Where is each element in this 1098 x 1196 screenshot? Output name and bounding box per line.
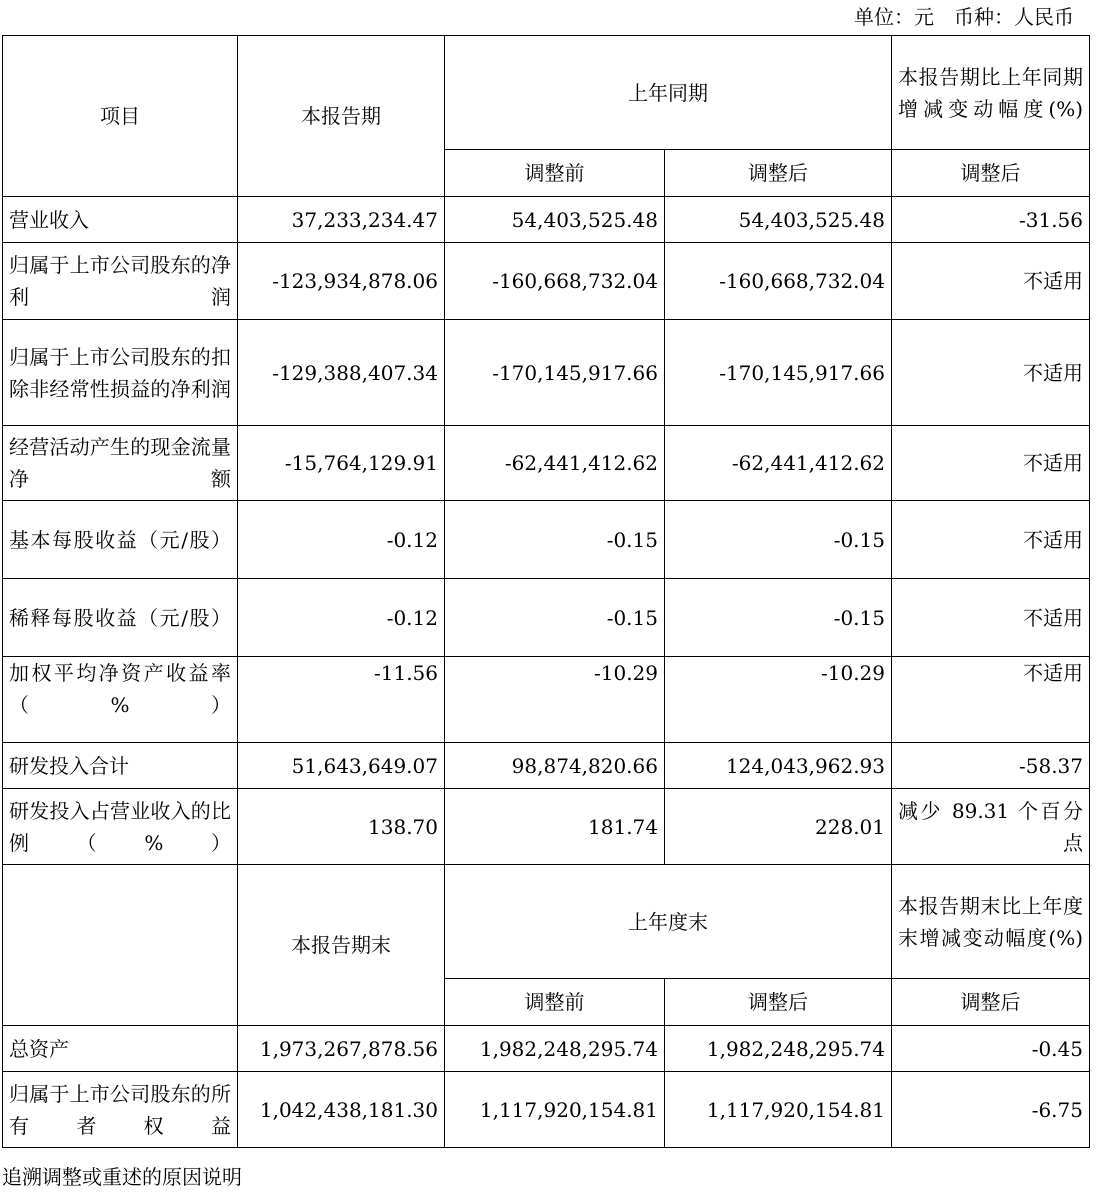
row-before-value: 181.74: [445, 789, 665, 865]
table-row: [3, 1072, 1090, 1148]
row-current-value: -129,388,407.34: [238, 320, 445, 426]
row-before-value: 98,874,820.66: [445, 743, 665, 789]
row-after-value: -62,441,412.62: [665, 426, 892, 501]
table-row: [3, 426, 1090, 501]
row-label: 研发投入合计: [3, 743, 238, 789]
header-item-2: [3, 865, 238, 1026]
row-after-value: 54,403,525.48: [665, 197, 892, 243]
row-change-value: 不适用: [892, 320, 1090, 426]
row-change-value: 不适用: [892, 579, 1090, 657]
row-after-value: -0.15: [665, 579, 892, 657]
row-after-value: 1,982,248,295.74: [665, 1026, 892, 1072]
row-current-value: 1,973,267,878.56: [238, 1026, 445, 1072]
row-current-value: -123,934,878.06: [238, 243, 445, 320]
row-current-value: 138.70: [238, 789, 445, 865]
header-change-after-adjustment: 调整后: [892, 150, 1090, 197]
header-change-after-adjustment-2: 调整后: [892, 979, 1090, 1026]
row-change-value: 不适用: [892, 426, 1090, 501]
row-label: 研发投入占营业收入的比例（%）: [3, 789, 238, 865]
row-current-value: 51,643,649.07: [238, 743, 445, 789]
header-prior-year-end: 上年度末: [445, 865, 892, 979]
row-after-value: 228.01: [665, 789, 892, 865]
row-before-value: -62,441,412.62: [445, 426, 665, 501]
row-after-value: -170,145,917.66: [665, 320, 892, 426]
row-label: 总资产: [3, 1026, 238, 1072]
row-current-value: -15,764,129.91: [238, 426, 445, 501]
header-change-ratio: 本报告期比上年同期增减变动幅度(%): [892, 36, 1090, 150]
table-row: [3, 657, 1090, 743]
row-before-value: -0.15: [445, 579, 665, 657]
row-label: 归属于上市公司股东的所有者权益: [3, 1072, 238, 1148]
row-after-value: -0.15: [665, 501, 892, 579]
row-change-value: 不适用: [892, 501, 1090, 579]
table-row: [3, 1026, 1090, 1072]
row-after-value: -10.29: [665, 657, 892, 743]
header-change-ratio-2: 本报告期末比上年度末增减变动幅度(%): [892, 865, 1090, 979]
row-before-value: 1,982,248,295.74: [445, 1026, 665, 1072]
table-row: [3, 243, 1090, 320]
row-after-value: 1,117,920,154.81: [665, 1072, 892, 1148]
row-before-value: -10.29: [445, 657, 665, 743]
row-change-value: -6.75: [892, 1072, 1090, 1148]
row-current-value: 1,042,438,181.30: [238, 1072, 445, 1148]
row-change-value: 减少 89.31 个百分点: [892, 789, 1090, 865]
row-label: 归属于上市公司股东的净利润: [3, 243, 238, 320]
row-label: 归属于上市公司股东的扣除非经常性损益的净利润: [3, 320, 238, 426]
unit-currency-note: 单位：元 币种：人民币: [854, 5, 1074, 29]
header-before-adjustment-2: 调整前: [445, 979, 665, 1026]
header-after-adjustment: 调整后: [665, 150, 892, 197]
row-after-value: -160,668,732.04: [665, 243, 892, 320]
row-label: 经营活动产生的现金流量净额: [3, 426, 238, 501]
row-before-value: -160,668,732.04: [445, 243, 665, 320]
row-before-value: 54,403,525.48: [445, 197, 665, 243]
row-label: 稀释每股收益（元/股）: [3, 579, 238, 657]
header-before-adjustment: 调整前: [445, 150, 665, 197]
row-current-value: -0.12: [238, 501, 445, 579]
row-after-value: 124,043,962.93: [665, 743, 892, 789]
restatement-reason-label: 追溯调整或重述的原因说明: [2, 1165, 242, 1189]
header-prior-period: 上年同期: [445, 36, 892, 150]
row-label: 营业收入: [3, 197, 238, 243]
header-item: 项目: [3, 36, 238, 197]
header-current-period: 本报告期: [238, 36, 445, 197]
row-change-value: 不适用: [892, 243, 1090, 320]
header-after-adjustment-2: 调整后: [665, 979, 892, 1026]
key-financial-data-table: [2, 35, 1090, 1148]
table-row: [3, 789, 1090, 865]
table-row: [3, 320, 1090, 426]
row-before-value: -170,145,917.66: [445, 320, 665, 426]
row-current-value: -11.56: [238, 657, 445, 743]
table-row: [3, 501, 1090, 579]
row-label: 基本每股收益（元/股）: [3, 501, 238, 579]
row-current-value: -0.12: [238, 579, 445, 657]
table-row: [3, 579, 1090, 657]
row-current-value: 37,233,234.47: [238, 197, 445, 243]
table-row: [3, 743, 1090, 789]
row-before-value: -0.15: [445, 501, 665, 579]
row-change-value: -31.56: [892, 197, 1090, 243]
row-change-value: -58.37: [892, 743, 1090, 789]
table-row: [3, 197, 1090, 243]
row-label: 加权平均净资产收益率（%）: [3, 657, 238, 743]
row-change-value: -0.45: [892, 1026, 1090, 1072]
header-period-end: 本报告期末: [238, 865, 445, 1026]
row-before-value: 1,117,920,154.81: [445, 1072, 665, 1148]
row-change-value: 不适用: [892, 657, 1090, 743]
